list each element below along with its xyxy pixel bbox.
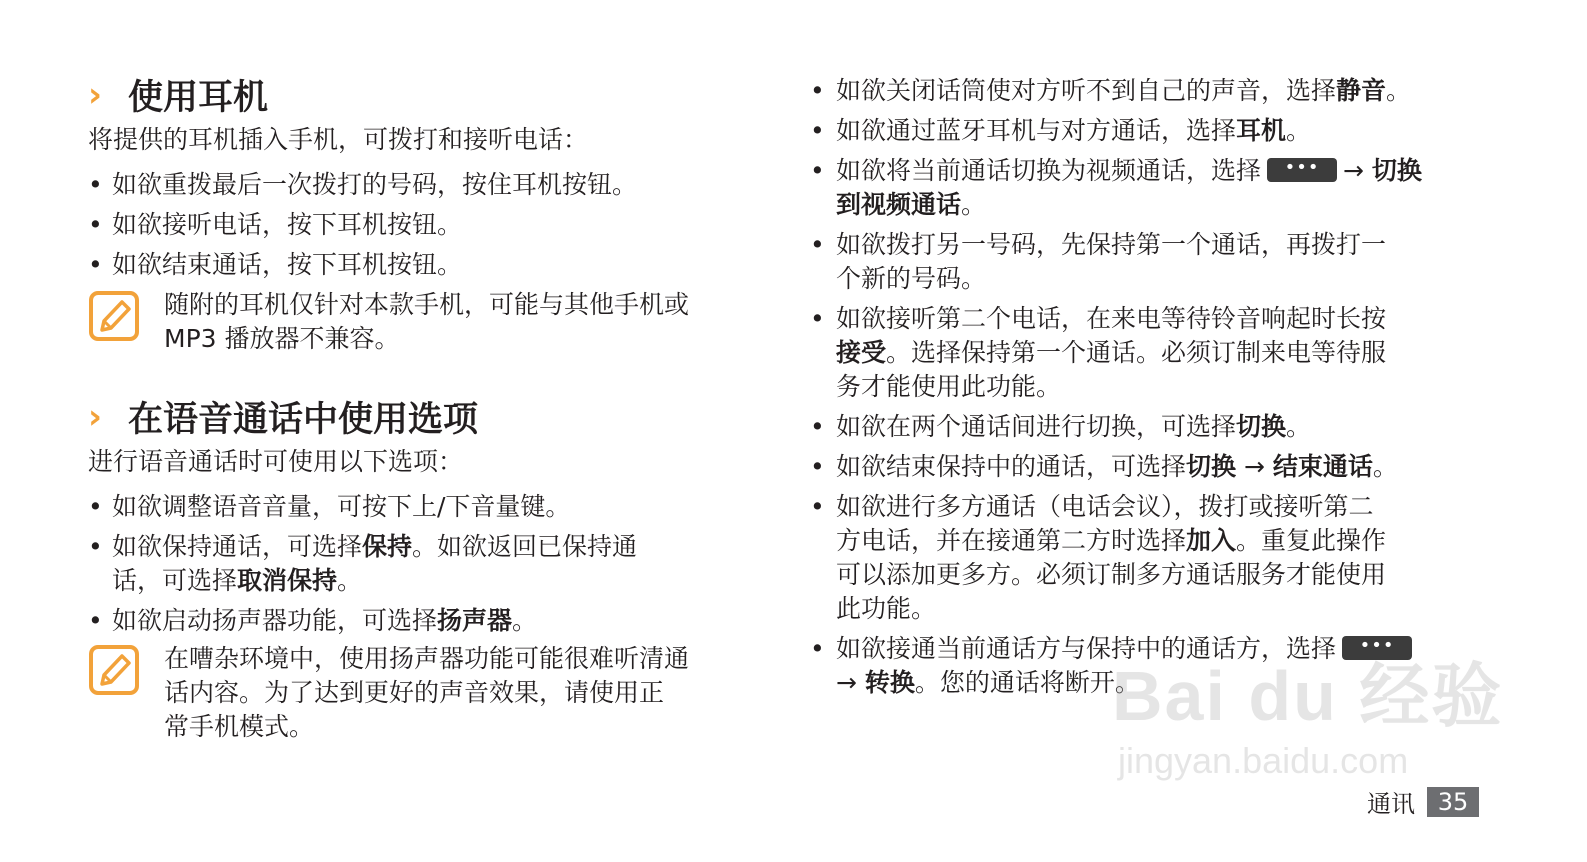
option-end-call: 结束通话: [1272, 452, 1373, 481]
section-title: 在语音通话中使用选项: [128, 400, 479, 440]
note-text-line: 常手机模式。: [164, 712, 315, 741]
option-hold: 保持: [362, 532, 413, 561]
bullet-dot: •: [88, 532, 103, 561]
more-options-button: •••: [1267, 158, 1337, 182]
bullet-dot: •: [810, 230, 825, 259]
list-item-text: 如欲拨打另一号码，先保持第一个通话，再拨打一: [836, 230, 1387, 259]
section-intro: 进行语音通话时可使用以下选项：: [88, 447, 464, 476]
list-item-text: 如欲调整语音音量，可按下上/下音量键。: [112, 492, 571, 521]
list-item-text: 如欲保持通话，可选择保持。如欲返回已保持通: [112, 532, 638, 561]
list-item-text: 如欲接听第二个电话，在来电等待铃音响起时长按: [836, 304, 1387, 333]
bullet-dot: •: [810, 492, 825, 521]
section-heading-headset: [88, 70, 268, 120]
note-box: [88, 288, 689, 356]
bullet-dot: •: [88, 492, 103, 521]
list-item: [810, 410, 1311, 444]
list-item: [88, 530, 637, 598]
option-unhold: 取消保持: [237, 566, 338, 595]
option-accept: 接受: [836, 338, 887, 367]
list-item-text: 话，可选择取消保持。: [112, 566, 363, 595]
list-item-text: 接受。选择保持第一个通话。必须订制来电等待服: [836, 338, 1387, 367]
bullet-dot: •: [88, 210, 103, 239]
bullet-dot: •: [810, 452, 825, 481]
list-item-text: 如欲接通当前通话方与保持中的通话方，选择 •••: [836, 632, 1418, 666]
list-item-text: 如欲重拨最后一次拨打的号码，按住耳机按钮。: [112, 170, 638, 199]
bullet-dot: •: [88, 170, 103, 199]
note-pencil-icon: [88, 290, 140, 342]
list-item: [810, 490, 1386, 626]
bullet-dot: •: [88, 250, 103, 279]
section-title: 使用耳机: [128, 78, 269, 118]
list-item-text: 如欲通过蓝牙耳机与对方通话，选择耳机。: [836, 116, 1312, 145]
list-item-text: 如欲将当前通话切换为视频通话，选择 ••• → 切换: [836, 156, 1422, 185]
section-heading-call-options: [88, 392, 478, 442]
note-text-line: 话内容。为了达到更好的声音效果，请使用正: [164, 678, 665, 707]
section-intro: 将提供的耳机插入手机，可拨打和接听电话：: [88, 125, 589, 154]
option-transfer: 转换: [864, 668, 915, 697]
page-number: 35: [1427, 787, 1479, 817]
list-item-text: 如欲启动扬声器功能，可选择扬声器。: [112, 606, 538, 635]
bullet-dot: •: [810, 304, 825, 333]
list-item: [88, 208, 462, 242]
option-headset: 耳机: [1236, 116, 1287, 145]
bullet-dot: •: [810, 412, 825, 441]
list-item-text: 此功能。: [836, 594, 937, 623]
bullet-dot: •: [810, 76, 825, 105]
list-item-text: 如欲进行多方通话（电话会议），拨打或接听第二: [836, 492, 1374, 521]
list-item: [810, 450, 1398, 484]
note-text-line: 随附的耳机仅针对本款手机，可能与其他手机或: [164, 290, 690, 319]
option-switch: 切换: [1371, 156, 1422, 185]
list-item-text: 如欲在两个通话间进行切换，可选择切换。: [836, 412, 1312, 441]
list-item-text: 个新的号码。: [836, 264, 987, 293]
list-item-text: 如欲关闭话筒使对方听不到自己的声音，选择静音。: [836, 76, 1412, 105]
bullet-dot: •: [810, 634, 825, 663]
list-item-text: 如欲接听电话，按下耳机按钮。: [112, 210, 463, 239]
watermark-url: jingyan.baidu.com: [1118, 740, 1409, 781]
footer-section-title: 通讯: [1367, 790, 1415, 818]
list-item: [88, 168, 637, 202]
list-item-text: 如欲结束保持中的通话，可选择切换 → 结束通话。: [836, 452, 1398, 481]
option-swap: 切换: [1236, 412, 1287, 441]
bullet-dot: •: [810, 116, 825, 145]
note-box: [88, 642, 689, 744]
chevron-right-icon: ›: [88, 397, 103, 437]
option-swap: 切换: [1186, 452, 1237, 481]
option-join: 加入: [1186, 526, 1237, 555]
list-item-text: 如欲结束通话，按下耳机按钮。: [112, 250, 463, 279]
note-text-line: 在嘈杂环境中，使用扬声器功能可能很难听清通: [164, 644, 690, 673]
list-item: [88, 604, 537, 638]
more-options-button: •••: [1342, 636, 1412, 660]
option-speaker: 扬声器: [437, 606, 513, 635]
note-pencil-icon: [88, 644, 140, 696]
option-mute: 静音: [1336, 76, 1387, 105]
list-item: [88, 248, 462, 282]
list-item: [810, 74, 1411, 108]
chevron-right-icon: ›: [88, 75, 103, 115]
watermark-brand: Bai du 经验: [1112, 657, 1504, 735]
page-footer: [1367, 784, 1479, 819]
list-item: [88, 490, 570, 524]
list-item-text: 务才能使用此功能。: [836, 372, 1062, 401]
bullet-dot: •: [88, 606, 103, 635]
option-video-call: 到视频通话: [836, 190, 962, 219]
list-item: [810, 154, 1422, 222]
list-item-text: → 转换。您的通话将断开。: [836, 668, 1140, 697]
list-item: [810, 228, 1386, 296]
bullet-dot: •: [810, 156, 825, 185]
list-item-text: 到视频通话。: [836, 190, 987, 219]
list-item: [810, 114, 1311, 148]
list-item: [810, 632, 1418, 700]
list-item-text: 方电话，并在接通第二方时选择加入。重复此操作: [836, 526, 1387, 555]
note-text-line: MP3 播放器不兼容。: [164, 324, 400, 353]
list-item-text: 可以添加更多方。必须订制多方通话服务才能使用: [836, 560, 1387, 589]
list-item: [810, 302, 1386, 404]
